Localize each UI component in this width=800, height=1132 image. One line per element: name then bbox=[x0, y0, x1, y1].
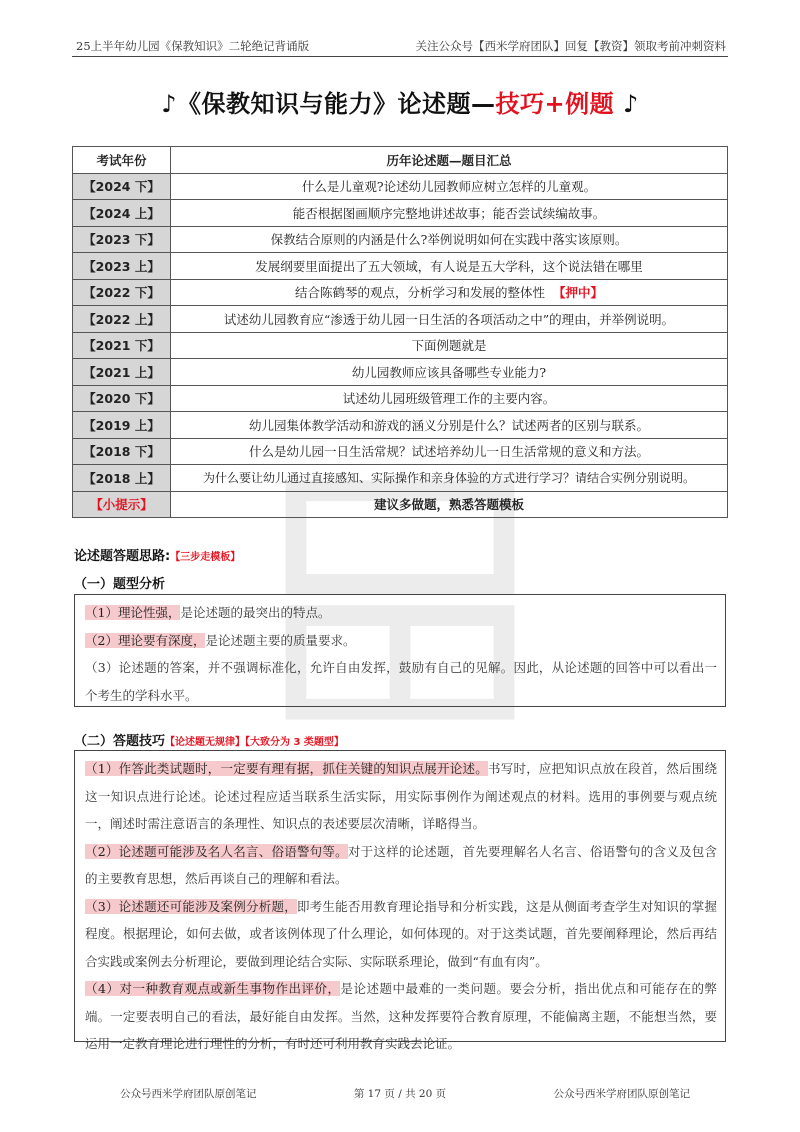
page-title bbox=[0, 84, 800, 119]
title-suffix: ♪ bbox=[614, 90, 639, 118]
table-tip-row bbox=[73, 491, 728, 518]
table-row bbox=[73, 412, 728, 439]
tip-text: 建议多做题，熟悉答题模板 bbox=[171, 491, 728, 518]
row-question: 试述幼儿园班级管理工作的主要内容。 bbox=[171, 385, 728, 412]
table-row bbox=[73, 385, 728, 412]
row-question: 什么是幼儿园一日生活常规？试述培养幼儿一日生活常规的意义和方法。 bbox=[171, 438, 728, 465]
page-header bbox=[72, 30, 728, 57]
row-year: 【2022 下】 bbox=[73, 279, 171, 306]
row-year: 【2019 上】 bbox=[73, 412, 171, 439]
table-row bbox=[73, 200, 728, 227]
row-year: 【2024 上】 bbox=[73, 200, 171, 227]
row-question: 试述幼儿园教育应“渗透于幼儿园一日生活的各项活动之中”的理由，并举例说明。 bbox=[171, 306, 728, 333]
section-question-analysis-heading: （一）题型分析 bbox=[74, 577, 166, 592]
table-row bbox=[73, 359, 728, 386]
row-question: 幼儿园教师应该具备哪些专业能力? bbox=[171, 359, 728, 386]
analysis-point: （2）理论要有深度，是论述题主要的质量要求。 bbox=[85, 632, 356, 648]
three-types-tag: 【大致分为 3 类题型】 bbox=[245, 737, 344, 748]
table-row bbox=[73, 306, 728, 333]
row-year: 【2020 下】 bbox=[73, 385, 171, 412]
table-row bbox=[73, 438, 728, 465]
table-row bbox=[73, 226, 728, 253]
technique-point: （3）论述题还可能涉及案例分析题，即考生能否用教育理论指导和分析实践，这是从侧面考查学生对知识的掌握程度。根据理论，如何去做，或者该例体现了什么理论，如何体现的。对于这类试题，首先要阐释理论，然后再结合实践或案例去分析理论，要做到理论结合实际、实际联系理论，做到“有血有肉”。 bbox=[85, 898, 717, 969]
technique-point: （4）对一种教育观点或新生事物作出评价，是论述题中最难的一类问题。要会分析，指出优点和可能存在的弊端。一定要表明自己的看法，最好能自由发挥。当然，这种发挥要符合教育原理，不能偏离主题，不能想当然，要运用一定教育理论进行理性的分析，有时还可利用教育实践去论证。 bbox=[85, 981, 717, 1051]
section-answer-techniques-heading: （二）答题技巧【论述题无规律】【大致分为 3 类题型】 bbox=[74, 734, 344, 749]
footer-left: 公众号西米学府团队原创笔记 bbox=[120, 1088, 257, 1100]
hit-badge: 【押中】 bbox=[552, 285, 603, 301]
tip-label: 【小提示】 bbox=[73, 491, 171, 518]
three-step-tag: 【三步走模板】 bbox=[170, 552, 241, 563]
title-prefix: ♪《保教知识与能力》论述题— bbox=[161, 90, 496, 118]
row-year: 【2022 上】 bbox=[73, 306, 171, 333]
row-question: 什么是儿童观?论述幼儿园教师应树立怎样的儿童观。 bbox=[171, 173, 728, 200]
technique-point: （1）作答此类试题时，一定要有理有据，抓住关键的知识点展开论述。书写时，应把知识点放在段首，然后围绕这一知识点进行论述。论述过程应适当联系生活实际，用实际事例作为阐述观点的材料。选用的事例要与观点统一，阐述时需注意语言的条理性、知识点的表述要层次清晰，详略得当。 bbox=[85, 761, 717, 831]
table-header-row bbox=[73, 147, 728, 174]
row-year: 【2018 上】 bbox=[73, 465, 171, 492]
table-row bbox=[73, 332, 728, 359]
table-row bbox=[73, 253, 728, 280]
row-question: 保教结合原则的内涵是什么?举例说明如何在实践中落实该原则。 bbox=[171, 226, 728, 253]
column-header-question: 历年论述题—题目汇总 bbox=[171, 147, 728, 174]
row-question: 能否根据图画顺序完整地讲述故事；能否尝试续编故事。 bbox=[171, 200, 728, 227]
footer-right: 公众号西米学府团队原创笔记 bbox=[553, 1088, 690, 1100]
analysis-point: （3）论述题的答案，并不强调标准化，允许自由发挥，鼓励有自己的见解。因此，从论述题的回答中可以看出一个考生的学科水平。 bbox=[85, 660, 717, 703]
row-question: 为什么要让幼儿通过直接感知、实际操作和亲身体验的方式进行学习？请结合实例分别说明。 bbox=[171, 465, 728, 492]
table-row bbox=[73, 173, 728, 200]
row-year: 【2021 上】 bbox=[73, 359, 171, 386]
answer-techniques-box bbox=[74, 750, 726, 1051]
row-question: 下面例题就是 bbox=[171, 332, 728, 359]
no-pattern-tag: 【论述题无规律】 bbox=[165, 737, 246, 748]
analysis-point: （1）理论性强，是论述题的最突出的特点。 bbox=[85, 605, 331, 620]
question-analysis-box bbox=[74, 594, 726, 707]
technique-point: （2）论述题可能涉及名人名言、俗语警句等。对于这样的论述题，首先要理解名人名言、俗语警句的含义及包含的主要教育思想，然后再谈自己的理解和看法。 bbox=[85, 843, 717, 886]
table-row bbox=[73, 279, 728, 306]
page-number: 第 17 页 / 共 20 页 bbox=[353, 1088, 447, 1100]
table-row bbox=[73, 465, 728, 492]
column-header-year: 考试年份 bbox=[73, 147, 171, 174]
row-question: 结合陈鹤琴的观点，分析学习和发展的整体性 【押中】 bbox=[171, 279, 728, 306]
row-year: 【2024 下】 bbox=[73, 173, 171, 200]
row-question: 幼儿园集体教学活动和游戏的涵义分别是什么？试述两者的区别与联系。 bbox=[171, 412, 728, 439]
row-year: 【2021 下】 bbox=[73, 332, 171, 359]
header-doc-title: 25上半年幼儿园《保教知识》二轮绝记背诵版 bbox=[76, 39, 310, 53]
exam-questions-table bbox=[72, 146, 728, 518]
header-promo-text: 关注公众号【西米学府团队】回复【教资】领取考前冲刺资料 bbox=[415, 39, 726, 53]
row-question: 发展纲要里面提出了五大领域，有人说是五大学科，这个说法错在哪里 bbox=[171, 253, 728, 280]
row-year: 【2023 上】 bbox=[73, 253, 171, 280]
row-year: 【2023 下】 bbox=[73, 226, 171, 253]
title-highlight: 技巧+例题 bbox=[495, 90, 615, 118]
answer-approach-label: 论述题答题思路:【三步走模板】 bbox=[74, 549, 241, 564]
row-year: 【2018 下】 bbox=[73, 438, 171, 465]
